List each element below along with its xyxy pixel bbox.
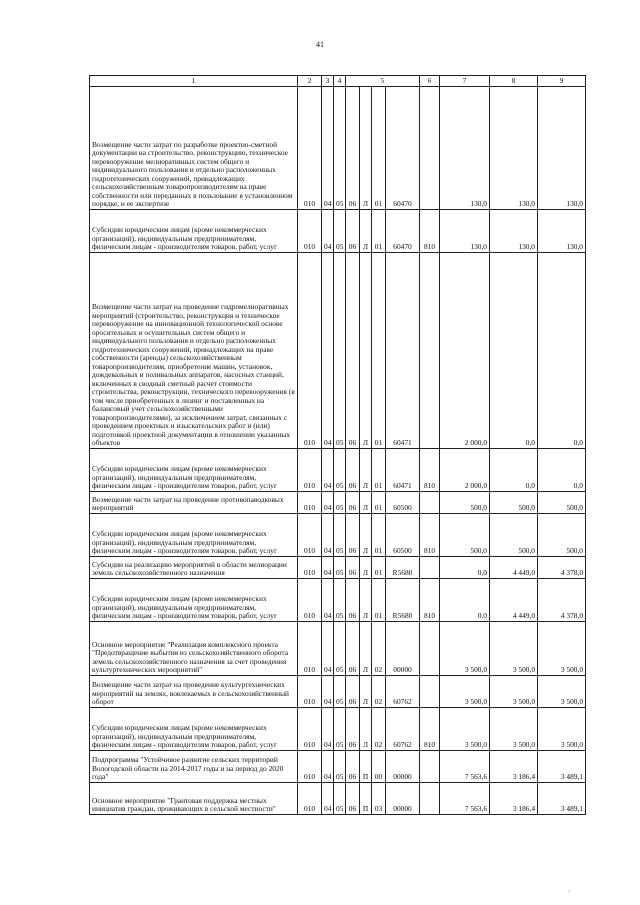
target-direction: 60500 <box>386 492 420 514</box>
page-number: 41 <box>316 40 324 49</box>
header-row <box>90 76 586 87</box>
col-header-8: 8 <box>490 76 538 87</box>
code-gov: 010 <box>298 622 322 676</box>
amount-year-3: 0,0 <box>538 449 586 492</box>
amount-year-2: 0,0 <box>490 449 538 492</box>
row-name: Возмещение части затрат по разработке проектно-сметной документации на строительство, реконструкцию, техническое перевооружение мелиоративных систем общего и индивидуального пользования и отдельно расположенных гидротехнических сооружений, принадлежащих сельскохозяйственным товаропроизводителям на праве собственности или переданных в пользование в установленном порядке, и ее экспертизе <box>90 87 298 210</box>
table-row <box>90 514 586 557</box>
amount-year-3: 4 378,0 <box>538 579 586 622</box>
col-header-3: 3 <box>322 76 334 87</box>
code-gov: 010 <box>298 87 322 210</box>
expense-type <box>420 253 440 449</box>
code-gov: 010 <box>298 492 322 514</box>
code-section: 04 <box>322 210 334 253</box>
amount-year-1: 7 563,6 <box>440 783 490 815</box>
amount-year-2: 3 500,0 <box>490 676 538 708</box>
target-program: 06 <box>346 492 360 514</box>
code-gov: 010 <box>298 557 322 579</box>
amount-year-3: 3 489,1 <box>538 751 586 783</box>
amount-year-1: 0,0 <box>440 579 490 622</box>
row-name: Основное мероприятие "Реализация комплексного проекта "Предотвращение выбытия из сельскохозяйственного оборота земель сельскохозяйственного назначения за счет проведения культуртехнических мероприятий" <box>90 622 298 676</box>
code-subsection: 05 <box>334 449 346 492</box>
target-activity: 01 <box>372 253 386 449</box>
code-gov: 010 <box>298 253 322 449</box>
target-program: 06 <box>346 557 360 579</box>
amount-year-2: 4 449,0 <box>490 557 538 579</box>
target-direction: 00000 <box>386 622 420 676</box>
target-direction: 00000 <box>386 751 420 783</box>
code-gov: 010 <box>298 579 322 622</box>
code-gov: 010 <box>298 676 322 708</box>
code-subsection: 05 <box>334 708 346 751</box>
target-subprogram: Л <box>360 253 372 449</box>
target-subprogram: Л <box>360 514 372 557</box>
amount-year-3: 3 500,0 <box>538 622 586 676</box>
target-program: 06 <box>346 783 360 815</box>
code-section: 04 <box>322 751 334 783</box>
target-activity: 02 <box>372 708 386 751</box>
amount-year-2: 3 186,4 <box>490 783 538 815</box>
table-row <box>90 210 586 253</box>
amount-year-1: 3 500,0 <box>440 676 490 708</box>
amount-year-1: 130,0 <box>440 87 490 210</box>
table-row <box>90 622 586 676</box>
amount-year-1: 3 500,0 <box>440 622 490 676</box>
row-name: Субсидии на реализацию мероприятий в области мелиорации земель сельскохозяйственного назначения <box>90 557 298 579</box>
amount-year-1: 2 000,0 <box>440 253 490 449</box>
target-program: 06 <box>346 87 360 210</box>
code-subsection: 05 <box>334 676 346 708</box>
amount-year-2: 500,0 <box>490 514 538 557</box>
target-activity: 01 <box>372 449 386 492</box>
row-name: Возмещение части затрат на проведение культуртехнических мероприятий на землях, вовлекаемых в сельскохозяйственный оборот <box>90 676 298 708</box>
amount-year-1: 500,0 <box>440 492 490 514</box>
target-direction: 60470 <box>386 210 420 253</box>
target-subprogram: Л <box>360 210 372 253</box>
col-header-5: 5 <box>346 76 420 87</box>
amount-year-2: 0,0 <box>490 253 538 449</box>
target-activity: 01 <box>372 579 386 622</box>
amount-year-2: 3 500,0 <box>490 622 538 676</box>
row-name: Субсидии юридическим лицам (кроме некоммерческих организаций), индивидуальным предпринимателям, физическим лицам - производителям товаров, работ, услуг <box>90 210 298 253</box>
target-program: 06 <box>346 579 360 622</box>
target-direction: R5680 <box>386 579 420 622</box>
table-row <box>90 87 586 210</box>
target-program: 06 <box>346 676 360 708</box>
code-section: 04 <box>322 676 334 708</box>
col-header-1: 1 <box>90 76 298 87</box>
target-activity: 01 <box>372 492 386 514</box>
code-section: 04 <box>322 708 334 751</box>
amount-year-1: 2 000,0 <box>440 449 490 492</box>
col-header-2: 2 <box>298 76 322 87</box>
target-direction: 60470 <box>386 87 420 210</box>
code-section: 04 <box>322 557 334 579</box>
code-subsection: 05 <box>334 622 346 676</box>
table-row <box>90 492 586 514</box>
target-subprogram: Л <box>360 557 372 579</box>
code-subsection: 05 <box>334 579 346 622</box>
code-subsection: 05 <box>334 492 346 514</box>
expense-type <box>420 492 440 514</box>
table-row <box>90 751 586 783</box>
target-program: 06 <box>346 449 360 492</box>
table-body <box>90 87 586 815</box>
expense-type <box>420 557 440 579</box>
code-gov: 010 <box>298 449 322 492</box>
target-subprogram: Л <box>360 492 372 514</box>
amount-year-3: 500,0 <box>538 514 586 557</box>
target-direction: 60762 <box>386 708 420 751</box>
expense-type: 810 <box>420 514 440 557</box>
amount-year-1: 0,0 <box>440 557 490 579</box>
target-activity: 01 <box>372 87 386 210</box>
code-subsection: 05 <box>334 557 346 579</box>
target-activity: 03 <box>372 783 386 815</box>
table-row <box>90 557 586 579</box>
target-activity: 01 <box>372 557 386 579</box>
col-header-6: 6 <box>420 76 440 87</box>
amount-year-3: 500,0 <box>538 492 586 514</box>
expense-type: 810 <box>420 449 440 492</box>
code-subsection: 05 <box>334 210 346 253</box>
target-program: 06 <box>346 751 360 783</box>
row-name: Субсидии юридическим лицам (кроме некоммерческих организаций), индивидуальным предпринимателям, физическим лицам - производителям товаров, работ, услуг <box>90 514 298 557</box>
row-name: Подпрограмма "Устойчивое развитие сельских территорий Вологодской области на 2014-2017 годы и на период до 2020 года" <box>90 751 298 783</box>
code-gov: 010 <box>298 514 322 557</box>
code-section: 04 <box>322 87 334 210</box>
expense-type: 810 <box>420 708 440 751</box>
target-direction: R5680 <box>386 557 420 579</box>
amount-year-2: 130,0 <box>490 87 538 210</box>
code-section: 04 <box>322 253 334 449</box>
amount-year-3: 3 489,1 <box>538 783 586 815</box>
amount-year-3: 3 500,0 <box>538 676 586 708</box>
row-name: Возмещение части затрат на проведение противопаводковых мероприятий <box>90 492 298 514</box>
table-row <box>90 783 586 815</box>
col-header-7: 7 <box>440 76 490 87</box>
expense-type <box>420 87 440 210</box>
target-direction: 60500 <box>386 514 420 557</box>
target-program: 06 <box>346 708 360 751</box>
code-gov: 010 <box>298 210 322 253</box>
table-row <box>90 676 586 708</box>
target-direction: 60762 <box>386 676 420 708</box>
target-program: 06 <box>346 253 360 449</box>
amount-year-3: 130,0 <box>538 87 586 210</box>
amount-year-1: 3 500,0 <box>440 708 490 751</box>
code-section: 04 <box>322 579 334 622</box>
code-gov: 010 <box>298 783 322 815</box>
target-program: 06 <box>346 514 360 557</box>
target-activity: 00 <box>372 751 386 783</box>
target-subprogram: Л <box>360 676 372 708</box>
code-section: 04 <box>322 622 334 676</box>
target-subprogram: П <box>360 751 372 783</box>
corner-mark: , <box>568 887 570 893</box>
code-subsection: 05 <box>334 253 346 449</box>
target-subprogram: Л <box>360 622 372 676</box>
target-activity: 02 <box>372 622 386 676</box>
amount-year-1: 7 563,6 <box>440 751 490 783</box>
target-program: 06 <box>346 210 360 253</box>
expense-type <box>420 751 440 783</box>
target-program: 06 <box>346 622 360 676</box>
code-subsection: 05 <box>334 87 346 210</box>
target-activity: 02 <box>372 676 386 708</box>
amount-year-2: 500,0 <box>490 492 538 514</box>
row-name: Субсидии юридическим лицам (кроме некоммерческих организаций), индивидуальным предпринимателям, физическим лицам - производителям товаров, работ, услуг <box>90 579 298 622</box>
target-subprogram: Л <box>360 87 372 210</box>
code-subsection: 05 <box>334 514 346 557</box>
target-subprogram: П <box>360 783 372 815</box>
amount-year-3: 130,0 <box>538 210 586 253</box>
row-name: Субсидии юридическим лицам (кроме некоммерческих организаций), индивидуальным предпринимателям, физическим лицам - производителям товаров, работ, услуг <box>90 449 298 492</box>
target-subprogram: Л <box>360 579 372 622</box>
amount-year-1: 500,0 <box>440 514 490 557</box>
target-direction: 60471 <box>386 253 420 449</box>
amount-year-2: 3 186,4 <box>490 751 538 783</box>
amount-year-3: 3 500,0 <box>538 708 586 751</box>
budget-table <box>89 75 586 815</box>
row-name: Основное мероприятие "Грантовая поддержка местных инициатив граждан, проживающих в сельской местности" <box>90 783 298 815</box>
target-subprogram: Л <box>360 708 372 751</box>
code-gov: 010 <box>298 708 322 751</box>
amount-year-1: 130,0 <box>440 210 490 253</box>
expense-type <box>420 783 440 815</box>
code-subsection: 05 <box>334 751 346 783</box>
target-subprogram: Л <box>360 449 372 492</box>
target-direction: 00000 <box>386 783 420 815</box>
col-header-4: 4 <box>334 76 346 87</box>
amount-year-2: 130,0 <box>490 210 538 253</box>
code-section: 04 <box>322 449 334 492</box>
expense-type <box>420 676 440 708</box>
target-activity: 01 <box>372 210 386 253</box>
code-section: 04 <box>322 514 334 557</box>
table-row <box>90 579 586 622</box>
target-direction: 60471 <box>386 449 420 492</box>
table-row <box>90 708 586 751</box>
expense-type: 810 <box>420 210 440 253</box>
amount-year-2: 4 449,0 <box>490 579 538 622</box>
row-name: Возмещение части затрат на проведение гидромелиоративных мероприятий (строительство, реконструкция и техническое перевооружение на инновационной технологической основе оросительных и осушительных систем общего и индивидуального пользования и отдельно расположенных гидротехнических сооружений, принадлежащих на праве собственности (аренды) сельскохозяйственным товаропроизводителям, приобретение машин, установок, дождевальных и поливальных аппаратов, насосных станций, включенных в сводный сметный расчет стоимости строительства, реконструкции, технического перевооружения (в том числе приобретенных в лизинг и поставленных на балансовый учет сельскохозяйственными товаропроизводителями), за исключением затрат, связанных с проведением проектных и изыскательских работ и (или) подготовкой проектной документации в отношении указанных объектов <box>90 253 298 449</box>
amount-year-3: 0,0 <box>538 253 586 449</box>
amount-year-3: 4 378,0 <box>538 557 586 579</box>
table-row <box>90 449 586 492</box>
code-section: 04 <box>322 783 334 815</box>
table-row <box>90 253 586 449</box>
code-section: 04 <box>322 492 334 514</box>
code-gov: 010 <box>298 751 322 783</box>
col-header-9: 9 <box>538 76 586 87</box>
expense-type: 810 <box>420 579 440 622</box>
expense-type <box>420 622 440 676</box>
row-name: Субсидии юридическим лицам (кроме некоммерческих организаций), индивидуальным предпринимателям, физическим лицам - производителям товаров, работ, услуг <box>90 708 298 751</box>
target-activity: 01 <box>372 514 386 557</box>
code-subsection: 05 <box>334 783 346 815</box>
amount-year-2: 3 500,0 <box>490 708 538 751</box>
